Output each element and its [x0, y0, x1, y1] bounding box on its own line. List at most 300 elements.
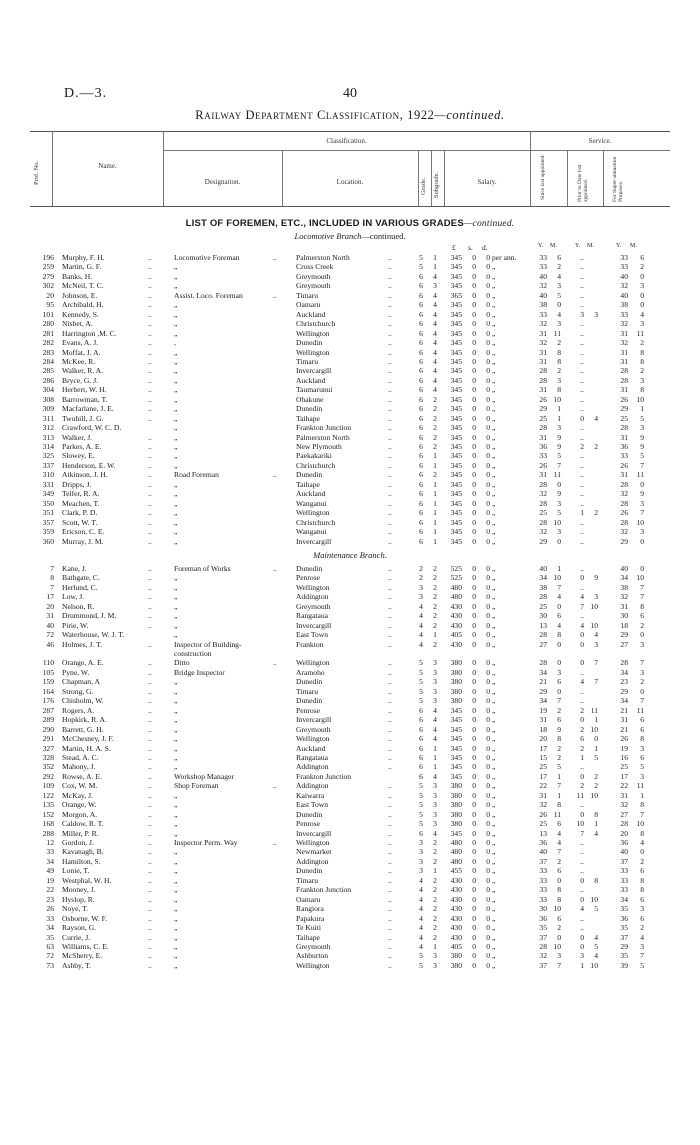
name-leader: ..	[148, 338, 152, 348]
location: Dunedin	[296, 470, 323, 480]
super-months: 0	[640, 479, 644, 489]
designation: „	[174, 271, 178, 281]
subgrade: 1	[433, 489, 437, 499]
subgrade: 3	[433, 696, 437, 706]
salary-period: „	[492, 743, 496, 753]
designation: „	[174, 819, 178, 829]
salary-pence: 0	[486, 300, 490, 310]
since-months: 0	[557, 479, 561, 489]
salary-pence: 0	[486, 904, 490, 914]
grade: 4	[419, 894, 423, 904]
salary-pounds: 430	[450, 885, 462, 895]
subgrade: 2	[433, 875, 437, 885]
location-leader: ..	[388, 517, 392, 527]
since-months: 5	[557, 508, 561, 518]
since-months: 1	[557, 413, 561, 423]
prof-no: 302	[42, 281, 54, 291]
location-leader: ..	[388, 423, 392, 433]
salary-pence: 0	[486, 734, 490, 744]
prior-years: 2	[580, 705, 584, 715]
grade: 6	[419, 319, 423, 329]
name: Macfarlane, J. E.	[62, 404, 114, 414]
super-years: 28	[620, 498, 628, 508]
prof-no: 20	[46, 601, 54, 611]
location: Taihape	[296, 479, 320, 489]
super-years: 33	[620, 885, 628, 895]
prof-no: 357	[42, 517, 54, 527]
service-header: Service.	[588, 137, 612, 145]
location: Frankton Junction	[296, 885, 352, 895]
grade: 6	[419, 300, 423, 310]
prior-years: ..	[580, 885, 584, 895]
designation: Inspector Perm. Way	[174, 838, 238, 847]
salary-period: per ann.	[492, 253, 517, 262]
super-months: 11	[636, 328, 644, 338]
prior-years: ..	[580, 517, 584, 527]
name: Murphy, F. H.	[62, 253, 105, 262]
location: Invercargill	[296, 828, 332, 838]
location-leader: ..	[388, 356, 392, 366]
grade: 6	[419, 423, 423, 433]
since-months: 1	[557, 771, 561, 781]
salary-pounds: 380	[450, 781, 462, 791]
super-years: 26	[620, 394, 628, 404]
salary-pounds: 345	[450, 828, 462, 838]
location-leader: ..	[388, 828, 392, 838]
grade: 6	[419, 715, 423, 725]
salary-pence: 0	[486, 366, 490, 376]
subgrade: 1	[433, 517, 437, 527]
grade: 4	[419, 923, 423, 933]
name-leader: ..	[148, 658, 152, 668]
designation: „	[174, 875, 178, 885]
name-leader: ..	[148, 894, 152, 904]
location-leader: ..	[388, 328, 392, 338]
location: Timaru	[296, 290, 319, 300]
super-years: 22	[620, 781, 628, 791]
name-leader: ..	[148, 498, 152, 508]
since-years: 34	[539, 667, 547, 677]
salary-shillings: 0	[472, 356, 476, 366]
since-months: 8	[557, 385, 561, 395]
subgrade: 3	[433, 790, 437, 800]
prior-years: ..	[580, 347, 584, 357]
name-leader: ..	[148, 828, 152, 838]
since-years: 33	[539, 262, 547, 272]
since-months: 4	[557, 271, 561, 281]
name: Barrett, G. H.	[62, 724, 104, 734]
since-years: 29	[539, 404, 547, 414]
designation: ,	[174, 338, 176, 348]
salary-period: „	[492, 932, 496, 942]
designation: „	[174, 743, 178, 753]
salary-pounds: 430	[450, 611, 462, 621]
prior-months: 5	[594, 752, 598, 762]
designation: „	[174, 696, 178, 706]
super-years: 31	[620, 347, 628, 357]
location-leader: ..	[388, 762, 392, 772]
salary-period: „	[492, 508, 496, 518]
salary-shillings: 0	[472, 875, 476, 885]
salary-period: „	[492, 385, 496, 395]
name-leader: ..	[148, 847, 152, 857]
prior-years: 1	[580, 508, 584, 518]
since-years: 37	[539, 960, 547, 970]
super-months: 0	[640, 630, 644, 640]
salary-pounds: 345	[450, 394, 462, 404]
since-years: 36	[539, 838, 547, 847]
unit-years-1: Y.	[538, 243, 544, 249]
location-leader: ..	[388, 951, 392, 961]
prof-no: 63	[46, 941, 54, 951]
name-leader: ..	[148, 743, 152, 753]
super-months: 3	[640, 904, 644, 914]
designation-leader: ..	[273, 658, 277, 668]
since-years: 28	[539, 498, 547, 508]
salary-pounds: 345	[450, 385, 462, 395]
since-months: 6	[557, 913, 561, 923]
prior-years: 0	[580, 715, 584, 725]
name: Hopkirk, R. A.	[62, 715, 107, 725]
grade: 6	[419, 413, 423, 423]
salary-shillings: 0	[472, 932, 476, 942]
salary-period: „	[492, 582, 496, 592]
designation: „	[174, 752, 178, 762]
grade: 4	[419, 875, 423, 885]
super-years: 21	[620, 705, 628, 715]
designation: „	[174, 508, 178, 518]
name: Cox, W. M.	[62, 781, 98, 791]
name-leader: ..	[148, 356, 152, 366]
since-months: 8	[557, 347, 561, 357]
prior-years: 3	[580, 309, 584, 319]
name: Pyne, W.	[62, 667, 90, 677]
prof-no: 12	[46, 838, 54, 847]
prior-years: ..	[580, 366, 584, 376]
super-months: 0	[640, 686, 644, 696]
subgrade: 4	[433, 734, 437, 744]
prof-no: 105	[42, 667, 54, 677]
prior-years: ..	[580, 913, 584, 923]
salary-period: „	[492, 413, 496, 423]
salary-pence: 0	[486, 470, 490, 480]
salary-period: „	[492, 451, 496, 461]
name: Hamilton, S.	[62, 856, 101, 866]
since-months: 8	[557, 630, 561, 640]
grade: 6	[419, 498, 423, 508]
prior-years: ..	[580, 762, 584, 772]
since-years: 18	[539, 724, 547, 734]
salary-period: „	[492, 951, 496, 961]
name: Noye, T.	[62, 904, 89, 914]
salary-pence: 0	[486, 281, 490, 291]
location: Addington	[296, 592, 329, 602]
super-months: 2	[640, 856, 644, 866]
prior-years: ..	[580, 611, 584, 621]
prior-years: ..	[580, 498, 584, 508]
name: McSherry, E.	[62, 951, 103, 961]
salary-period: „	[492, 658, 496, 668]
subgrade: 1	[433, 498, 437, 508]
prior-months: 4	[594, 413, 598, 423]
prior-years: 4	[580, 620, 584, 630]
since-months: 11	[553, 470, 561, 480]
location: Taihape	[296, 932, 320, 942]
salary-shillings: 0	[472, 413, 476, 423]
salary-shillings: 0	[472, 385, 476, 395]
salary-shillings: 0	[472, 790, 476, 800]
name: Murray, J. M.	[62, 536, 104, 546]
subgrade: 4	[433, 828, 437, 838]
designation: „	[174, 498, 178, 508]
name: Orange, A. E.	[62, 658, 104, 668]
since-years: 27	[539, 639, 547, 649]
since-years: 26	[539, 460, 547, 470]
grade: 6	[419, 356, 423, 366]
name-leader: ..	[148, 819, 152, 829]
grade: 2	[419, 573, 423, 583]
salary-shillings: 0	[472, 498, 476, 508]
subgrade: 1	[433, 752, 437, 762]
designation: „	[174, 536, 178, 546]
salary-pounds: 380	[450, 960, 462, 970]
name: Bathgate, C.	[62, 573, 100, 583]
location-leader: ..	[388, 620, 392, 630]
prior-years: 7	[580, 601, 584, 611]
prior-years: ..	[580, 563, 584, 573]
prof-no: 360	[42, 536, 54, 546]
super-months: 6	[640, 253, 644, 262]
location-leader: ..	[388, 394, 392, 404]
name: Barrowman, T.	[62, 394, 108, 404]
salary-pence: 0	[486, 592, 490, 602]
designation: „	[174, 423, 178, 433]
col-divider	[567, 150, 568, 206]
location-leader: ..	[388, 904, 392, 914]
prof-no: 46	[46, 639, 54, 649]
name: Chisholm, W.	[62, 696, 104, 706]
subgrade: 4	[433, 375, 437, 385]
name: Clark, P. D.	[62, 508, 98, 518]
location: Kaiwarra	[296, 790, 325, 800]
since-years: 29	[539, 686, 547, 696]
since-months: 10	[553, 394, 561, 404]
since-last-header: Since last appointed.	[540, 154, 546, 200]
name: Westphal, W. H.	[62, 875, 112, 885]
salary-period: „	[492, 960, 496, 970]
designation: Road Foreman	[174, 470, 219, 480]
super-years: 34	[620, 696, 628, 706]
prior-years: ..	[580, 489, 584, 499]
since-years: 40	[539, 563, 547, 573]
since-years: 33	[539, 253, 547, 262]
salary-pounds: 430	[450, 601, 462, 611]
prior-months: 5	[594, 941, 598, 951]
grade: 4	[419, 885, 423, 895]
super-months: 7	[640, 592, 644, 602]
super-years: 38	[620, 582, 628, 592]
super-years: 29	[620, 536, 628, 546]
grade: 3	[419, 838, 423, 847]
super-years: 35	[620, 904, 628, 914]
header-top-rule	[30, 131, 670, 132]
grade: 5	[419, 667, 423, 677]
since-months: 4	[557, 828, 561, 838]
salary-shillings: 0	[472, 715, 476, 725]
designation: „	[174, 951, 178, 961]
salary-shillings: 0	[472, 423, 476, 433]
name-leader: ..	[148, 451, 152, 461]
super-months: 5	[640, 413, 644, 423]
name: Pirie, W.	[62, 620, 89, 630]
grade: 6	[419, 328, 423, 338]
location: Auckland	[296, 309, 326, 319]
location-leader: ..	[388, 470, 392, 480]
salary-pounds: 380	[450, 686, 462, 696]
since-months: 8	[557, 800, 561, 810]
since-years: 38	[539, 582, 547, 592]
subgrade: 4	[433, 715, 437, 725]
salary-pence: 0	[486, 601, 490, 611]
super-months: 7	[640, 658, 644, 668]
grade: 6	[419, 489, 423, 499]
prof-no: 352	[42, 762, 54, 772]
subgrade: 2	[433, 611, 437, 621]
salary-period: „	[492, 281, 496, 291]
grade: 6	[419, 451, 423, 461]
name-leader: ..	[148, 771, 152, 781]
location: East Town	[296, 630, 329, 640]
since-months: 5	[557, 290, 561, 300]
salary-pounds: 345	[450, 338, 462, 348]
subgrade-header: Subgrade.	[433, 171, 440, 198]
location: Palmerston North	[296, 253, 350, 262]
designation: „	[174, 319, 178, 329]
salary-shillings: 0	[472, 923, 476, 933]
subgrade: 4	[433, 309, 437, 319]
location: Christchurch	[296, 319, 336, 329]
location-leader: ..	[388, 366, 392, 376]
prior-months: 4	[594, 951, 598, 961]
prof-no: 23	[46, 894, 54, 904]
salary-pounds: 345	[450, 705, 462, 715]
since-years: 34	[539, 696, 547, 706]
prior-years: ..	[580, 470, 584, 480]
prior-years: ..	[580, 923, 584, 933]
since-months: 9	[557, 489, 561, 499]
since-months: 10	[553, 904, 561, 914]
grade: 6	[419, 460, 423, 470]
salary-shillings: 0	[472, 582, 476, 592]
designation: Locomotive Foreman	[174, 253, 240, 262]
subgrade: 1	[433, 941, 437, 951]
salary-pence: 0	[486, 385, 490, 395]
prior-months: 2	[594, 508, 598, 518]
name-leader: ..	[148, 527, 152, 537]
salary-period: „	[492, 592, 496, 602]
salary-period: „	[492, 800, 496, 810]
location: Ashburton	[296, 951, 329, 961]
since-months: 1	[557, 563, 561, 573]
super-years: 32	[620, 281, 628, 291]
since-years: 31	[539, 328, 547, 338]
salary-pence: 0	[486, 489, 490, 499]
name: Low, J.	[62, 592, 85, 602]
since-months: 2	[557, 705, 561, 715]
salary-pounds: 345	[450, 470, 462, 480]
salary-shillings: 0	[472, 894, 476, 904]
location-leader: ..	[388, 715, 392, 725]
salary-pence: 0	[486, 573, 490, 583]
prior-months: 4	[594, 828, 598, 838]
location: Rangataua	[296, 611, 329, 621]
subgrade: 2	[433, 404, 437, 414]
prior-years: ..	[580, 356, 584, 366]
name: Ericson, C. E.	[62, 527, 105, 537]
name: Currie, J.	[62, 932, 91, 942]
salary-shillings: 0	[472, 601, 476, 611]
super-years: 27	[620, 639, 628, 649]
location-leader: ..	[388, 838, 392, 847]
location: Dunedin	[296, 338, 323, 348]
location: Dunedin	[296, 563, 323, 573]
prof-no: 285	[42, 366, 54, 376]
location-leader: ..	[388, 630, 392, 640]
super-months: 10	[636, 394, 644, 404]
name-leader: ..	[148, 442, 152, 451]
super-months: 0	[640, 300, 644, 310]
location-leader: ..	[388, 856, 392, 866]
prior-years: 0	[580, 771, 584, 781]
prior-years: 2	[580, 442, 584, 451]
since-years: 28	[539, 423, 547, 433]
location: Dunedin	[296, 866, 323, 876]
super-years: 31	[620, 715, 628, 725]
prior-months: 4	[594, 932, 598, 942]
name-leader: ..	[148, 904, 152, 914]
super-months: 3	[640, 423, 644, 433]
super-years: 33	[620, 866, 628, 876]
grade: 3	[419, 582, 423, 592]
name: Waterhouse, W. J. T.	[62, 630, 125, 640]
since-months: 2	[557, 338, 561, 348]
salary-pounds: 345	[450, 253, 462, 262]
super-months: 2	[640, 366, 644, 376]
since-months: 3	[557, 498, 561, 508]
since-years: 25	[539, 762, 547, 772]
subgrade: 2	[433, 894, 437, 904]
subgrade: 3	[433, 809, 437, 819]
since-months: 0	[557, 932, 561, 942]
name: Walker, R. A.	[62, 366, 104, 376]
location-leader: ..	[388, 724, 392, 734]
subgrade: 4	[433, 290, 437, 300]
super-years: 28	[620, 479, 628, 489]
salary-pounds: 430	[450, 894, 462, 904]
salary-pounds: 480	[450, 847, 462, 857]
salary-shillings: 0	[472, 658, 476, 668]
grade: 6	[419, 508, 423, 518]
salary-shillings: 0	[472, 705, 476, 715]
name-leader: ..	[148, 460, 152, 470]
prof-no: 20	[46, 290, 54, 300]
designation: „	[174, 800, 178, 810]
since-months: 0	[557, 658, 561, 668]
super-years: 33	[620, 309, 628, 319]
designation: „	[174, 724, 178, 734]
name-leader: ..	[148, 290, 152, 300]
super-months: 0	[640, 290, 644, 300]
